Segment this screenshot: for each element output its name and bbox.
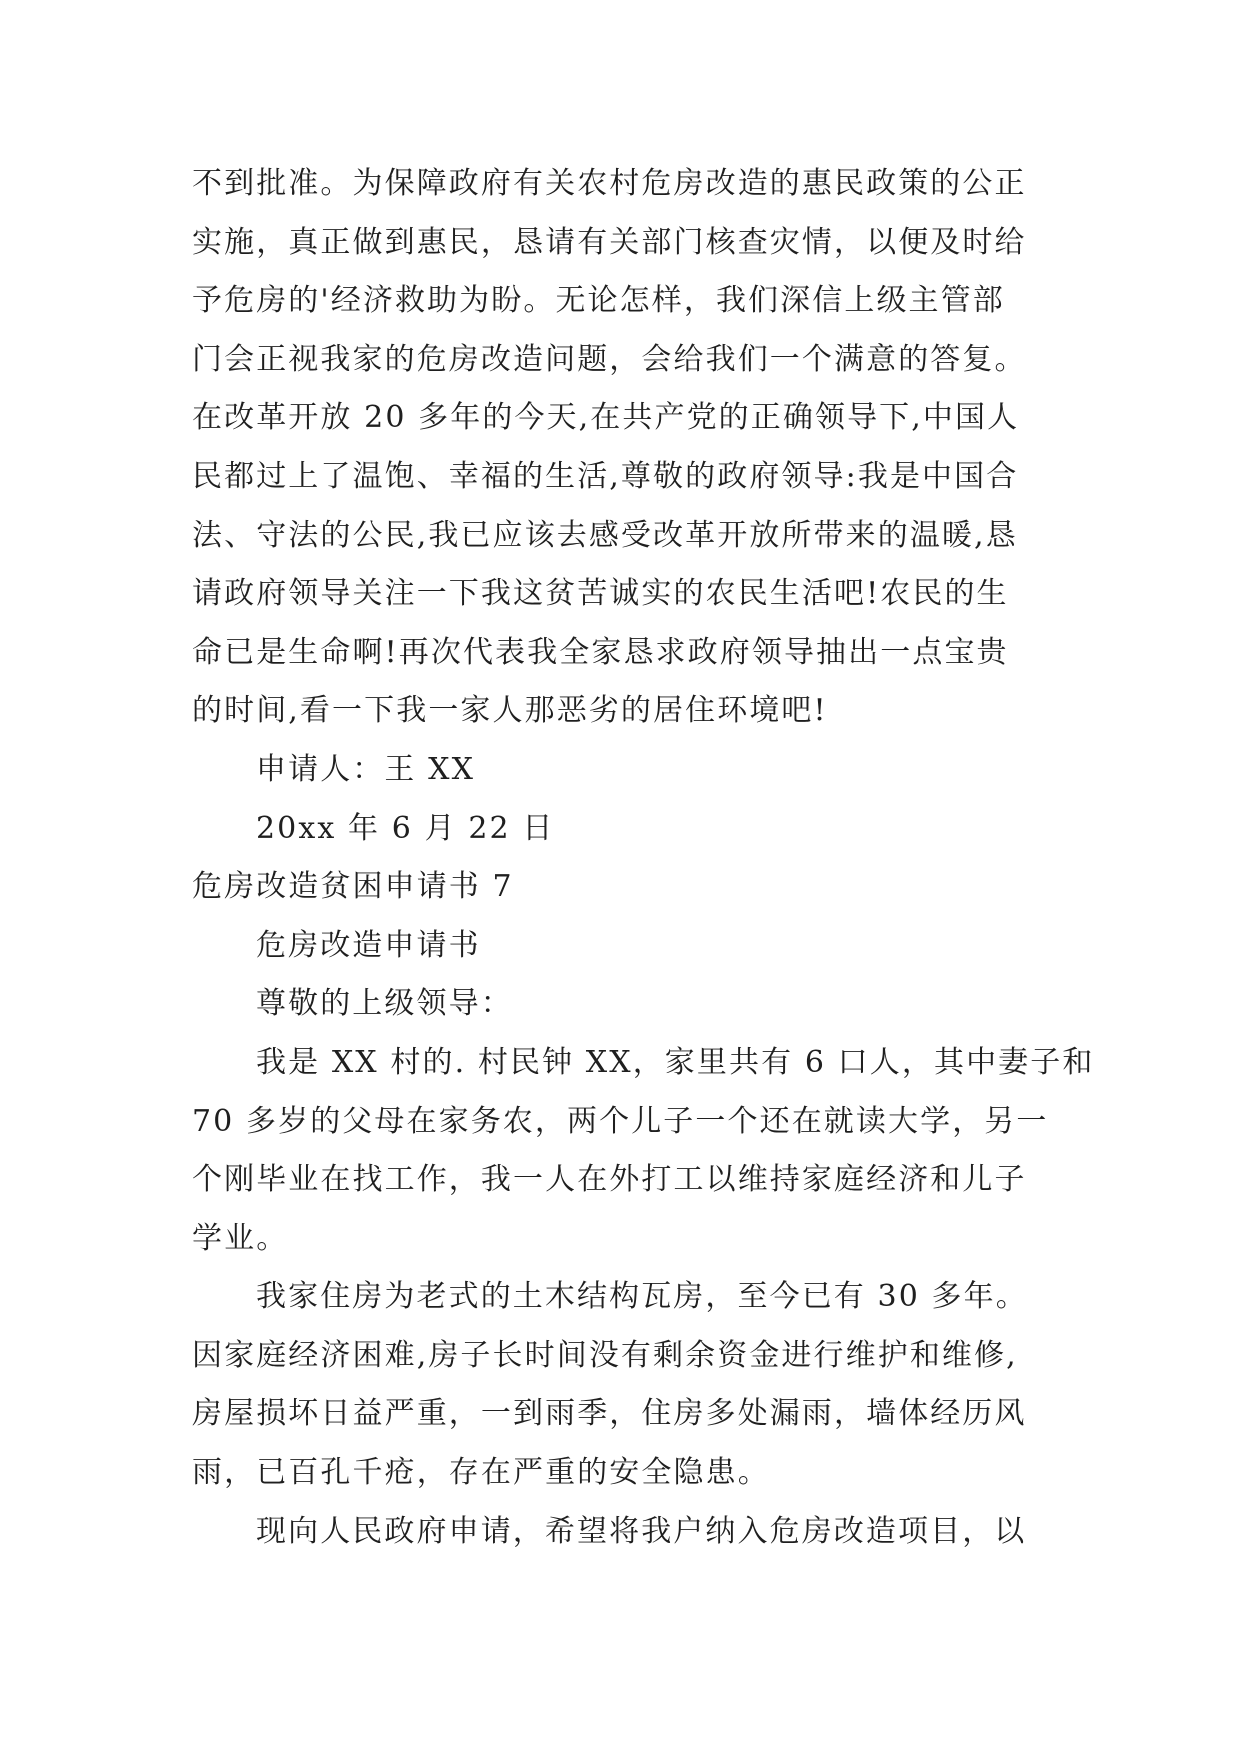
text-line: 予危房的'经济救助为盼。无论怎样，我们深信上级主管部	[192, 283, 1005, 319]
text-line: 因家庭经济困难,房子长时间没有剩余资金进行维护和维修,	[192, 1337, 1018, 1373]
document-body	[192, 155, 1095, 1561]
text-line: 70 多岁的父母在家务农，两个儿子一个还在就读大学，另一	[192, 1103, 1049, 1139]
text-line: 命已是生命啊!再次代表我全家恳求政府领导抽出一点宝贵	[192, 634, 1009, 670]
text-line: 雨，已百孔千疮，存在严重的安全隐患。	[192, 1455, 770, 1491]
text-line: 法、守法的公民,我已应该去感受改革开放所带来的温暖,恳	[192, 517, 1018, 553]
text-line: 民都过上了温饱、幸福的生活,尊敬的政府领导:我是中国合	[192, 458, 1019, 494]
text-line: 请政府领导关注一下我这贫苦诚实的农民生活吧!农民的生	[192, 576, 1009, 612]
text-line: 的时间,看一下我一家人那恶劣的居住环境吧!	[192, 693, 828, 729]
text-line: 实施，真正做到惠民，恳请有关部门核查灾情，以便及时给	[192, 224, 1027, 260]
letter-title: 危房改造申请书	[256, 927, 481, 963]
text-line: 不到批准。为保障政府有关农村危房改造的惠民政策的公正	[192, 166, 1027, 201]
letter-salutation: 尊敬的上级领导：	[256, 986, 513, 1022]
text-line: 学业。	[192, 1220, 289, 1256]
text-line: 在改革开放 20 多年的今天,在共产党的正确领导下,中国人	[192, 400, 1020, 436]
text-line: 现向人民政府申请，希望将我户纳入危房改造项目，以	[256, 1513, 1027, 1549]
application-date: 20xx 年 6 月 22 日	[256, 810, 555, 846]
text-line: 我是 XX 村的. 村民钟 XX，家里共有 6 口人，其中妻子和	[256, 1044, 1095, 1080]
text-line: 门会正视我家的危房改造问题，会给我们一个满意的答复。	[192, 341, 1027, 377]
text-line: 个刚毕业在找工作，我一人在外打工以维持家庭经济和儿子	[192, 1162, 1027, 1198]
text-line: 房屋损坏日益严重，一到雨季，住房多处漏雨，墙体经历风	[192, 1396, 1027, 1432]
section-heading: 危房改造贫困申请书 7	[192, 869, 514, 905]
applicant-signature: 申请人：王 XX	[256, 751, 476, 787]
text-line: 我家住房为老式的土木结构瓦房，至今已有 30 多年。	[256, 1279, 1028, 1315]
